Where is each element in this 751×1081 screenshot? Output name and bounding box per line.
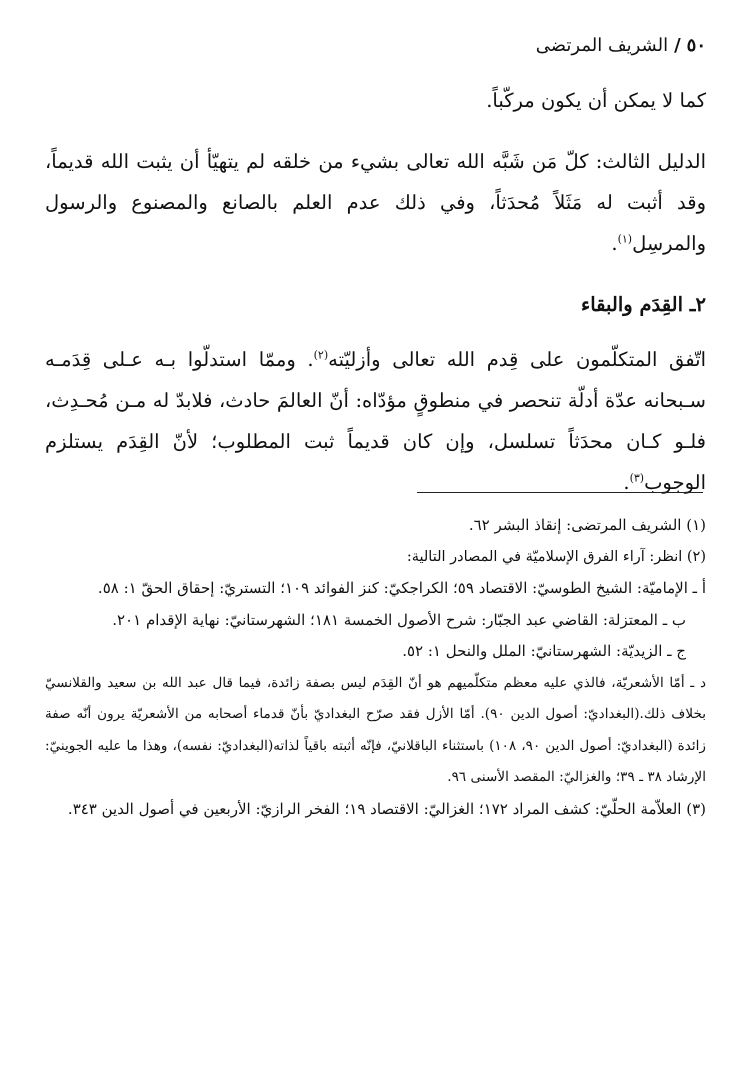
page-number: ٥٠ xyxy=(686,35,706,56)
footnote-2-zaydiyya: ج ـ الزيديّة: الشهرستانيّ: الملل والنحل ١: ٥٢. xyxy=(402,642,686,660)
eternity-text-end: . xyxy=(623,471,630,494)
opening-line: كما لا يمكن أن يكون مركّباً. xyxy=(486,89,706,112)
footnote-2-mutazila: ب ـ المعتزلة: القاضي عبد الجبّار: شرح الأصول الخمسة ١٨١؛ الشهرستانيّ: نهاية الإقدام ٢٠١. xyxy=(112,610,686,629)
eternity-text-a: اتّفق المتكلّمون على قِدم الله تعالى وأزليّته xyxy=(328,348,707,371)
section-heading: ٢ـ القِدَم والبقاء xyxy=(581,293,706,316)
footnote-2-imamiyya: أ ـ الإماميّة: الشيخ الطوسيّ: الاقتصاد ٥٩؛ الكراجكيّ: كنز الفوائد ١٠٩؛ التستريّ: إحقاق الحقّ ١: ٥٨. xyxy=(97,579,706,597)
header-separator: / xyxy=(674,35,681,56)
footnote-1: (١) الشريف المرتضى: إنقاذ البشر ٦٢. xyxy=(468,516,706,534)
third-evidence-paragraph xyxy=(45,141,706,264)
footnote-ref-1[interactable]: (١) xyxy=(617,232,633,246)
footnote-ref-2[interactable]: (٢) xyxy=(313,348,329,362)
footnotes xyxy=(45,510,706,825)
footnote-ref-3[interactable]: (٣) xyxy=(629,471,645,485)
footnote-divider xyxy=(417,492,703,493)
third-evidence-end: . xyxy=(611,232,618,255)
main-text xyxy=(45,80,706,503)
page-header xyxy=(45,30,706,62)
third-evidence-text: الدليل الثالث: كلّ مَن شَبَّه الله تعالى بشيء من خلقه لم يتهيّأ أن يثبت الله قديماً، وقد أثبت له مَثَلاً مُحدَثاً، وفي ذلك عدم العلم بالصانع والمصنوع والرسول والمرسِل xyxy=(45,150,706,255)
footnote-2: (٢) انظر: آراء الفرق الإسلاميّة في المصادر التالية: xyxy=(406,548,706,565)
eternity-paragraph xyxy=(45,339,706,503)
running-title: الشريف المرتضى xyxy=(535,35,669,56)
eternity-text-b: . وممّا استدلّوا بـه عـلى قِدَمـه سـبحانه عدّة أدلّة تنحصر في منطوقٍ مؤدّاه: أنّ العالمَ حادث، فلابدّ له مـن مُحـدِث، فلـو كـان محدَثاً تسلسل، وإن كان قديماً ثبت المطلوب؛ لأنّ القِدَم يستلزم الوجوب xyxy=(45,348,706,494)
footnote-2-ashariyya: د ـ أمّا الأشعريّة، فالذي عليه معظم متكلّميهم هو أنّ القِدَم ليس بصفة زائدة، فيما قال عبد الله بن سعيد والقلانسيّ بخلاف ذلك.(البغداديّ: أصول الدين ٩٠). أمّا الأزل فقد صرّح البغداديّ بأنّ قدماء أصحابه من الأشعريّة يرون أنّه صفة زائدة (البغداديّ: أصول الدين ٩٠، ١٠٨) باستثناء الباقلانيّ، فإنّه أثبته باقياً لذاته(البغداديّ: نفسه)، وهذا ما عليه الجوينيّ: الإرشاد ٣٨ ـ ٣٩؛ والغزاليّ: المقصد الأسنى ٩٦. xyxy=(45,674,706,785)
footnote-3: (٣) العلاّمة الحلّيّ: كشف المراد ١٧٢؛ الغزاليّ: الاقتصاد ١٩؛ الفخر الرازيّ: الأربعين في أصول الدين ٣٤٣. xyxy=(67,799,706,818)
